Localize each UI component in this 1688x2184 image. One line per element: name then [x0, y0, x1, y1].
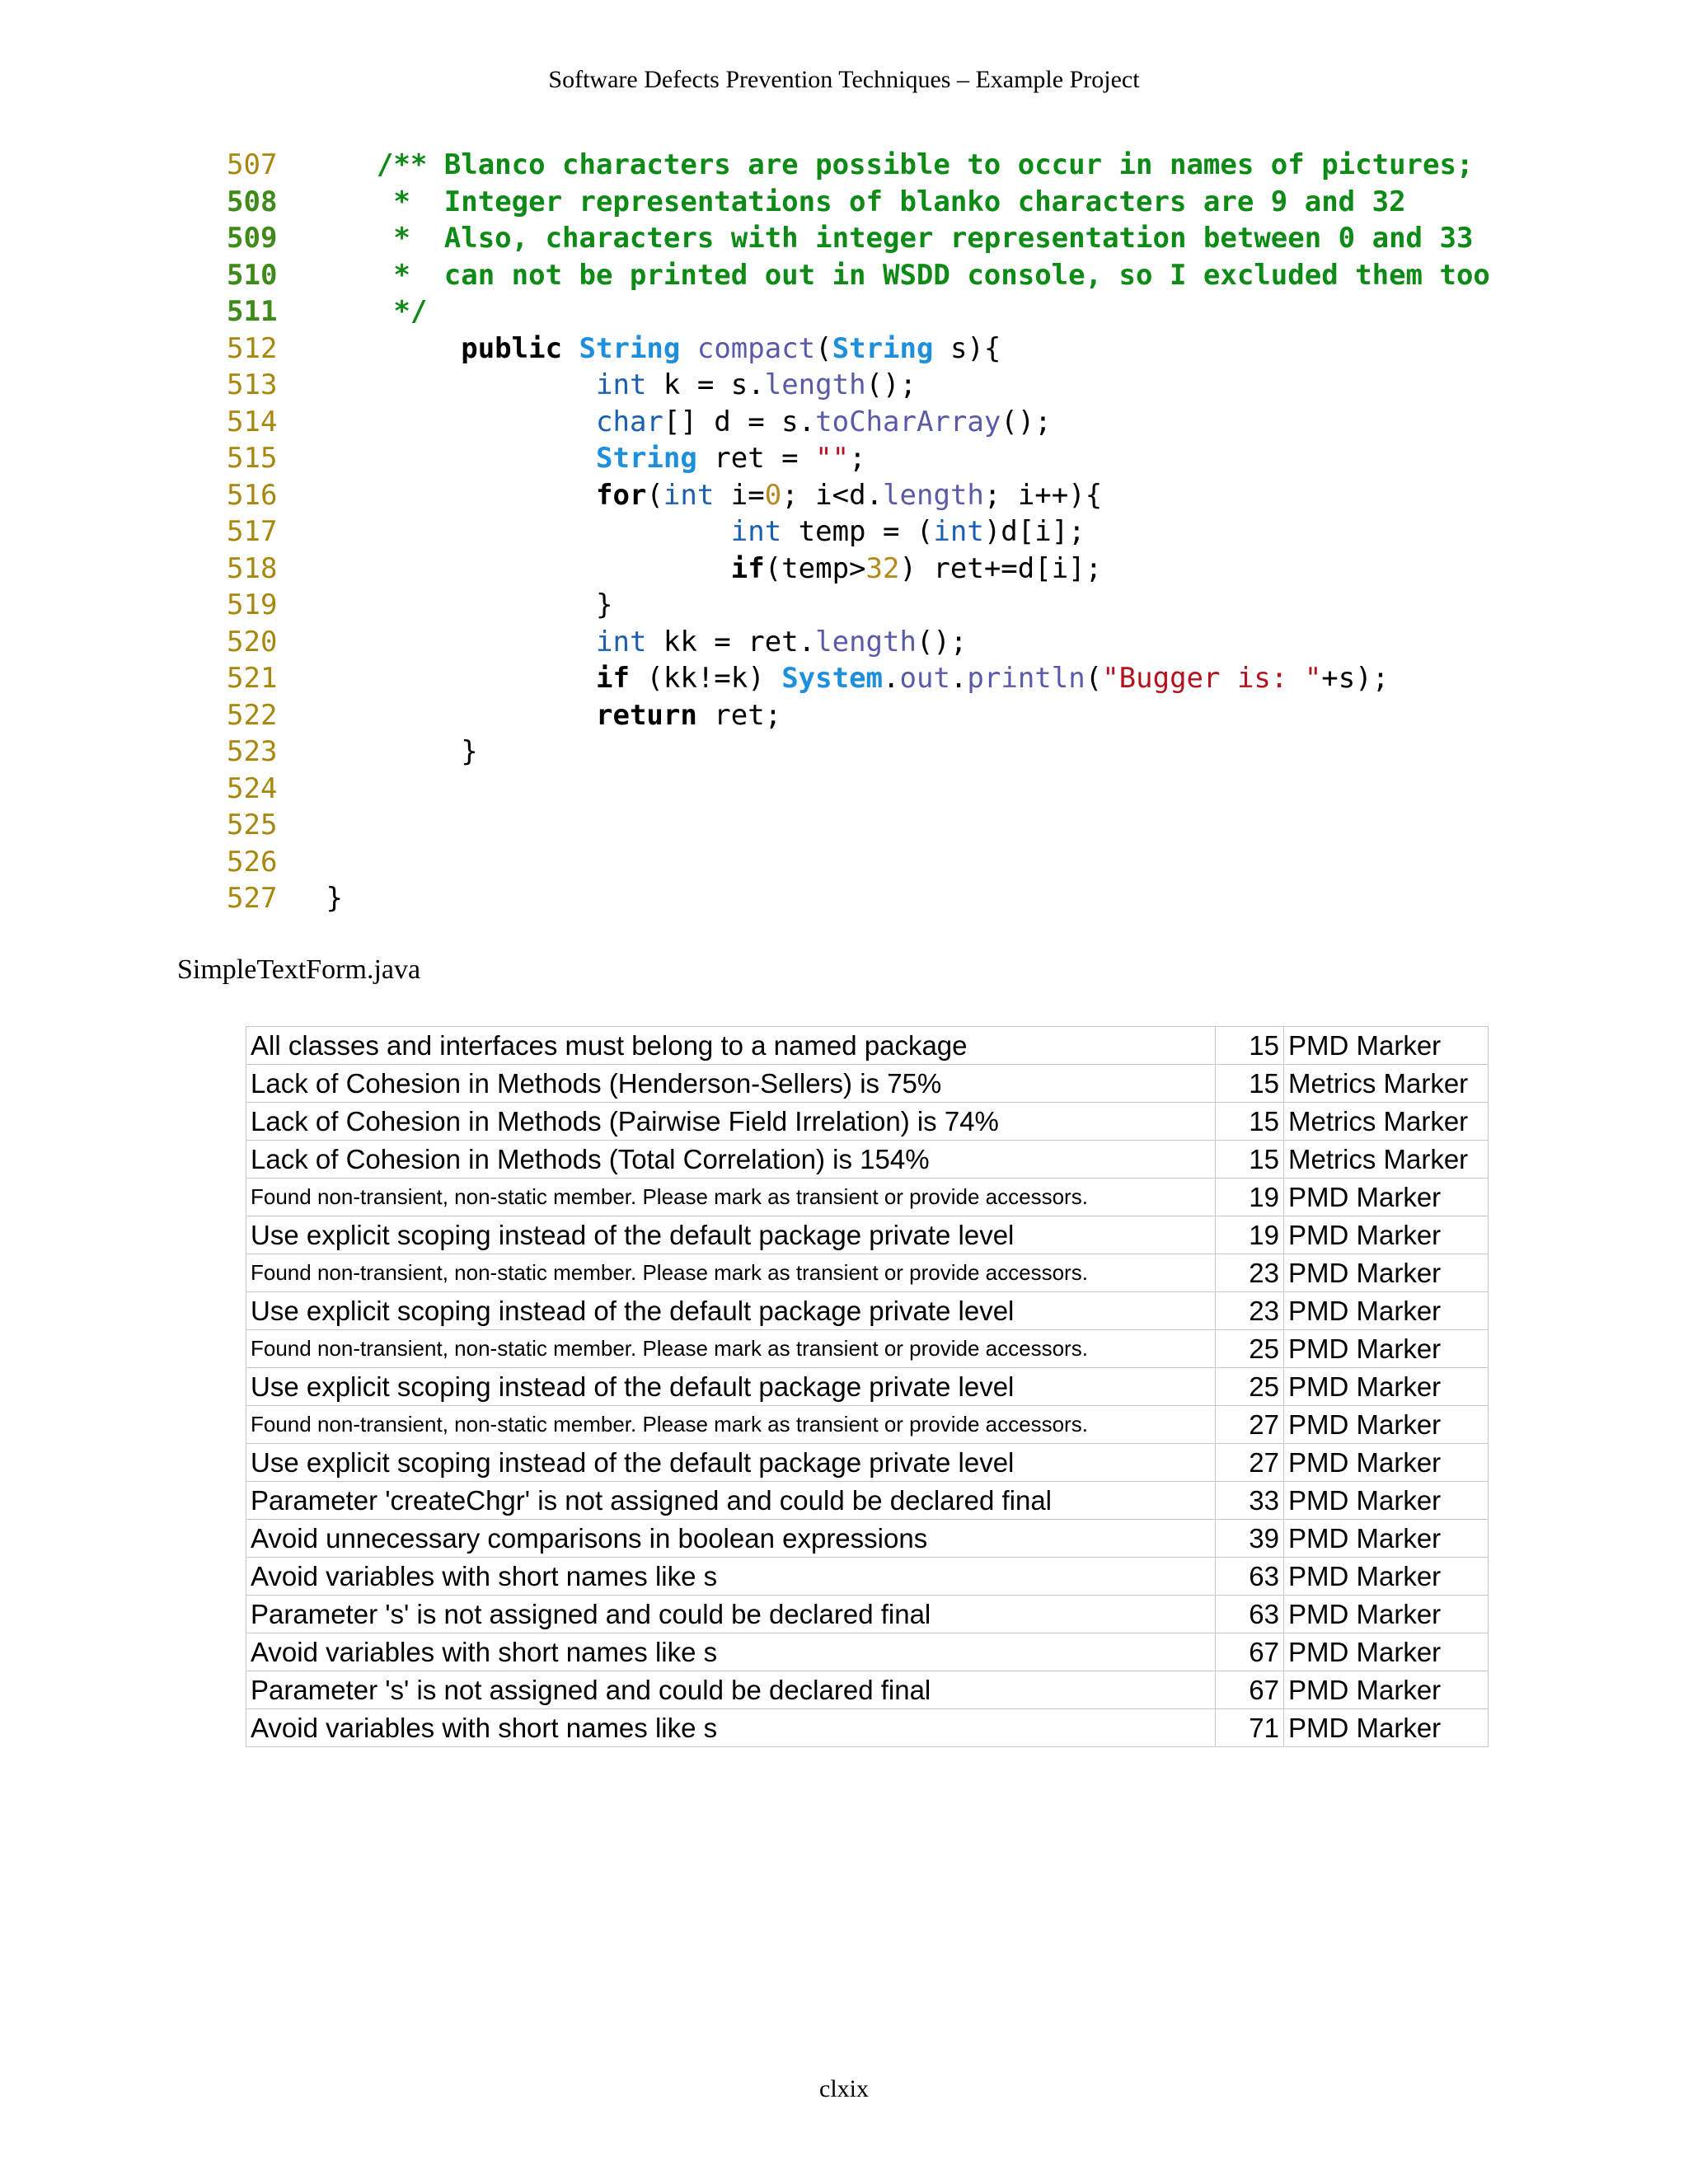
marker-type: PMD Marker — [1284, 1596, 1489, 1633]
code-token: if — [730, 551, 765, 585]
table-row — [246, 1141, 1489, 1179]
table-row — [246, 1368, 1489, 1406]
marker-line: 25 — [1215, 1368, 1283, 1406]
table-row — [246, 1482, 1489, 1520]
marker-description: Found non-transient, non-static member. Please mark as transient or provide accessors. — [246, 1406, 1216, 1444]
code-line — [227, 367, 1490, 404]
marker-description: Use explicit scoping instead of the default package private level — [246, 1216, 1216, 1254]
marker-line: 15 — [1215, 1141, 1283, 1179]
code-token — [309, 479, 596, 512]
code-token: ( — [815, 331, 832, 365]
line-number: 514 — [227, 405, 278, 438]
line-number: 511 — [227, 295, 278, 328]
code-line — [227, 147, 1490, 184]
code-token: } — [309, 588, 613, 621]
code-line — [227, 733, 1490, 771]
marker-type: PMD Marker — [1284, 1254, 1489, 1292]
marker-line: 15 — [1215, 1027, 1283, 1065]
marker-type: PMD Marker — [1284, 1179, 1489, 1216]
code-token — [680, 332, 696, 365]
marker-type: PMD Marker — [1284, 1482, 1489, 1520]
line-number: 524 — [227, 771, 278, 805]
page-header: Software Defects Prevention Techniques – Example Project — [548, 66, 1140, 93]
marker-line: 33 — [1215, 1482, 1283, 1520]
marker-type: PMD Marker — [1284, 1292, 1489, 1330]
marker-type: PMD Marker — [1284, 1671, 1489, 1709]
code-token: ret; — [696, 698, 782, 732]
code-token — [309, 295, 393, 328]
marker-type: PMD Marker — [1284, 1330, 1489, 1368]
code-token — [309, 626, 596, 658]
code-token: +s); — [1321, 662, 1390, 695]
table-row — [246, 1216, 1489, 1254]
code-token — [309, 222, 393, 255]
code-token: [] d = s. — [663, 405, 816, 438]
code-line — [227, 807, 1490, 844]
marker-type: PMD Marker — [1284, 1368, 1489, 1406]
marker-line: 63 — [1215, 1558, 1283, 1596]
code-line — [227, 513, 1490, 551]
code-token: ( — [646, 478, 663, 512]
code-token: . — [883, 662, 900, 695]
code-token: ret = — [696, 442, 816, 475]
code-token: length — [883, 478, 984, 512]
code-line — [227, 330, 1490, 368]
code-token: toCharArray — [815, 405, 1001, 438]
code-token: int — [663, 478, 715, 512]
code-token: "Bugger is: " — [1102, 662, 1322, 695]
marker-line: 39 — [1215, 1520, 1283, 1558]
code-token: (); — [916, 625, 968, 658]
line-number: 509 — [227, 222, 278, 255]
marker-line: 19 — [1215, 1216, 1283, 1254]
table-row — [246, 1671, 1489, 1709]
code-listing — [227, 147, 1490, 917]
marker-line: 27 — [1215, 1444, 1283, 1482]
marker-description: Found non-transient, non-static member. Please mark as transient or provide accessors. — [246, 1254, 1216, 1292]
marker-type: PMD Marker — [1284, 1558, 1489, 1596]
code-token: int — [596, 368, 647, 401]
code-token: (kk!=k) — [629, 662, 782, 695]
code-token: if — [596, 662, 630, 695]
code-line — [227, 660, 1490, 697]
code-line — [227, 293, 1490, 330]
marker-line: 27 — [1215, 1406, 1283, 1444]
code-token: k = s. — [646, 368, 765, 401]
code-token: temp = ( — [781, 515, 934, 548]
table-row — [246, 1596, 1489, 1633]
line-number: 512 — [227, 331, 278, 365]
code-token: public — [461, 331, 563, 365]
marker-description: Lack of Cohesion in Methods (Total Correlation) is 154% — [246, 1141, 1216, 1179]
line-number: 525 — [227, 808, 278, 841]
table-row — [246, 1444, 1489, 1482]
marker-line: 63 — [1215, 1596, 1283, 1633]
code-token — [309, 185, 393, 218]
marker-line: 71 — [1215, 1709, 1283, 1747]
table-row — [246, 1709, 1489, 1747]
marker-type: Metrics Marker — [1284, 1065, 1489, 1103]
code-token — [309, 259, 393, 292]
marker-line: 23 — [1215, 1292, 1283, 1330]
code-line — [227, 184, 1490, 221]
line-number: 513 — [227, 368, 278, 401]
table-row — [246, 1330, 1489, 1368]
code-token: String — [579, 331, 681, 365]
marker-description: Avoid unnecessary comparisons in boolean expressions — [246, 1520, 1216, 1558]
markers-table — [246, 1026, 1489, 1747]
code-token: )d[i]; — [983, 515, 1085, 548]
code-token: System — [781, 662, 884, 695]
marker-type: PMD Marker — [1284, 1444, 1489, 1482]
table-row — [246, 1027, 1489, 1065]
table-row — [246, 1558, 1489, 1596]
code-token: * Integer representations of blanko characters are 9 and 32 — [393, 185, 1406, 218]
code-token: (); — [865, 368, 917, 401]
marker-type: PMD Marker — [1284, 1027, 1489, 1065]
line-number: 516 — [227, 478, 278, 512]
code-line — [227, 440, 1490, 477]
code-token — [309, 552, 731, 585]
line-number: 518 — [227, 551, 278, 585]
code-token: return — [596, 698, 697, 732]
marker-description: Parameter 's' is not assigned and could be declared final — [246, 1671, 1216, 1709]
table-row — [246, 1406, 1489, 1444]
code-token: ; — [849, 442, 866, 475]
code-token: out — [899, 662, 950, 695]
marker-description: Found non-transient, non-static member. Please mark as transient or provide accessors. — [246, 1330, 1216, 1368]
file-title: SimpleTextForm.java — [177, 954, 421, 985]
code-token: s){ — [933, 331, 1001, 365]
marker-description: Avoid variables with short names like s — [246, 1558, 1216, 1596]
marker-description: Found non-transient, non-static member. Please mark as transient or provide accessors. — [246, 1179, 1216, 1216]
line-number: 521 — [227, 662, 278, 695]
code-line — [227, 551, 1490, 588]
code-token: String — [832, 331, 934, 365]
code-token: compact — [696, 331, 816, 365]
code-token — [309, 515, 731, 548]
marker-description: Use explicit scoping instead of the default package private level — [246, 1444, 1216, 1482]
code-token: int — [596, 625, 647, 658]
line-number: 526 — [227, 845, 278, 879]
line-number: 515 — [227, 442, 278, 475]
code-token: ( — [1085, 662, 1103, 695]
code-token: } — [309, 735, 478, 768]
table-row — [246, 1103, 1489, 1141]
code-token: for — [596, 478, 647, 512]
marker-line: 15 — [1215, 1103, 1283, 1141]
code-token: (); — [1001, 405, 1052, 438]
code-line — [227, 220, 1490, 257]
marker-type: PMD Marker — [1284, 1709, 1489, 1747]
code-token — [562, 332, 579, 365]
marker-line: 23 — [1215, 1254, 1283, 1292]
marker-description: All classes and interfaces must belong to a named package — [246, 1027, 1216, 1065]
code-token: ; i<d. — [781, 478, 884, 512]
code-line — [227, 624, 1490, 661]
page-number: clxix — [819, 2075, 869, 2102]
line-number: 522 — [227, 698, 278, 732]
code-token: 32 — [865, 551, 900, 585]
code-token: kk = ret. — [646, 625, 816, 658]
marker-description: Avoid variables with short names like s — [246, 1709, 1216, 1747]
line-number: 517 — [227, 515, 278, 548]
marker-line: 67 — [1215, 1633, 1283, 1671]
marker-type: PMD Marker — [1284, 1633, 1489, 1671]
table-row — [246, 1179, 1489, 1216]
marker-description: Avoid variables with short names like s — [246, 1633, 1216, 1671]
marker-line: 19 — [1215, 1179, 1283, 1216]
line-number: 510 — [227, 258, 278, 292]
code-token — [309, 662, 596, 695]
code-line — [227, 477, 1490, 514]
code-token: /** Blanco characters are possible to occur in names of pictures; — [376, 148, 1474, 181]
table-row — [246, 1520, 1489, 1558]
code-token: 0 — [764, 478, 782, 512]
line-number: 507 — [227, 148, 278, 181]
marker-description: Lack of Cohesion in Methods (Pairwise Field Irrelation) is 74% — [246, 1103, 1216, 1141]
marker-line: 25 — [1215, 1330, 1283, 1368]
code-line — [227, 697, 1490, 734]
code-token: (temp> — [764, 551, 866, 585]
code-token — [309, 148, 377, 181]
code-token: length — [764, 368, 866, 401]
code-token: ) ret+=d[i]; — [899, 551, 1103, 585]
code-line — [227, 587, 1490, 624]
marker-description: Use explicit scoping instead of the default package private level — [246, 1292, 1216, 1330]
code-token: . — [950, 662, 968, 695]
code-token: println — [967, 662, 1085, 695]
code-line — [227, 880, 1490, 917]
code-line — [227, 257, 1490, 294]
line-number: 508 — [227, 185, 278, 218]
code-token: "" — [815, 442, 850, 475]
code-line — [227, 844, 1490, 881]
code-token — [309, 442, 596, 475]
table-row — [246, 1254, 1489, 1292]
line-number: 520 — [227, 625, 278, 658]
line-number: 523 — [227, 735, 278, 768]
code-token — [309, 332, 461, 365]
marker-description: Parameter 'createChgr' is not assigned and could be declared final — [246, 1482, 1216, 1520]
code-token: ; i++){ — [983, 478, 1103, 512]
code-token: int — [933, 515, 984, 548]
line-number: 527 — [227, 882, 278, 915]
code-token: * Also, characters with integer representation between 0 and 33 — [393, 222, 1474, 255]
marker-description: Use explicit scoping instead of the default package private level — [246, 1368, 1216, 1406]
code-token — [309, 405, 596, 438]
code-token — [309, 368, 596, 401]
code-token: * can not be printed out in WSDD console, so I excluded them too — [393, 258, 1490, 292]
marker-line: 67 — [1215, 1671, 1283, 1709]
code-token: */ — [393, 295, 428, 328]
marker-type: Metrics Marker — [1284, 1103, 1489, 1141]
marker-type: PMD Marker — [1284, 1406, 1489, 1444]
code-token: String — [596, 442, 697, 475]
table-row — [246, 1633, 1489, 1671]
code-token: char — [596, 405, 663, 438]
code-token: length — [815, 625, 917, 658]
code-token: int — [730, 515, 782, 548]
marker-type: PMD Marker — [1284, 1216, 1489, 1254]
code-line — [227, 771, 1490, 808]
line-number: 519 — [227, 588, 278, 621]
marker-line: 15 — [1215, 1065, 1283, 1103]
marker-type: PMD Marker — [1284, 1520, 1489, 1558]
marker-type: Metrics Marker — [1284, 1141, 1489, 1179]
marker-description: Lack of Cohesion in Methods (Henderson-Sellers) is 75% — [246, 1065, 1216, 1103]
marker-description: Parameter 's' is not assigned and could be declared final — [246, 1596, 1216, 1633]
code-token: } — [309, 882, 343, 915]
table-row — [246, 1065, 1489, 1103]
code-token: i= — [714, 478, 765, 512]
table-row — [246, 1292, 1489, 1330]
code-line — [227, 404, 1490, 441]
code-token — [309, 699, 596, 732]
